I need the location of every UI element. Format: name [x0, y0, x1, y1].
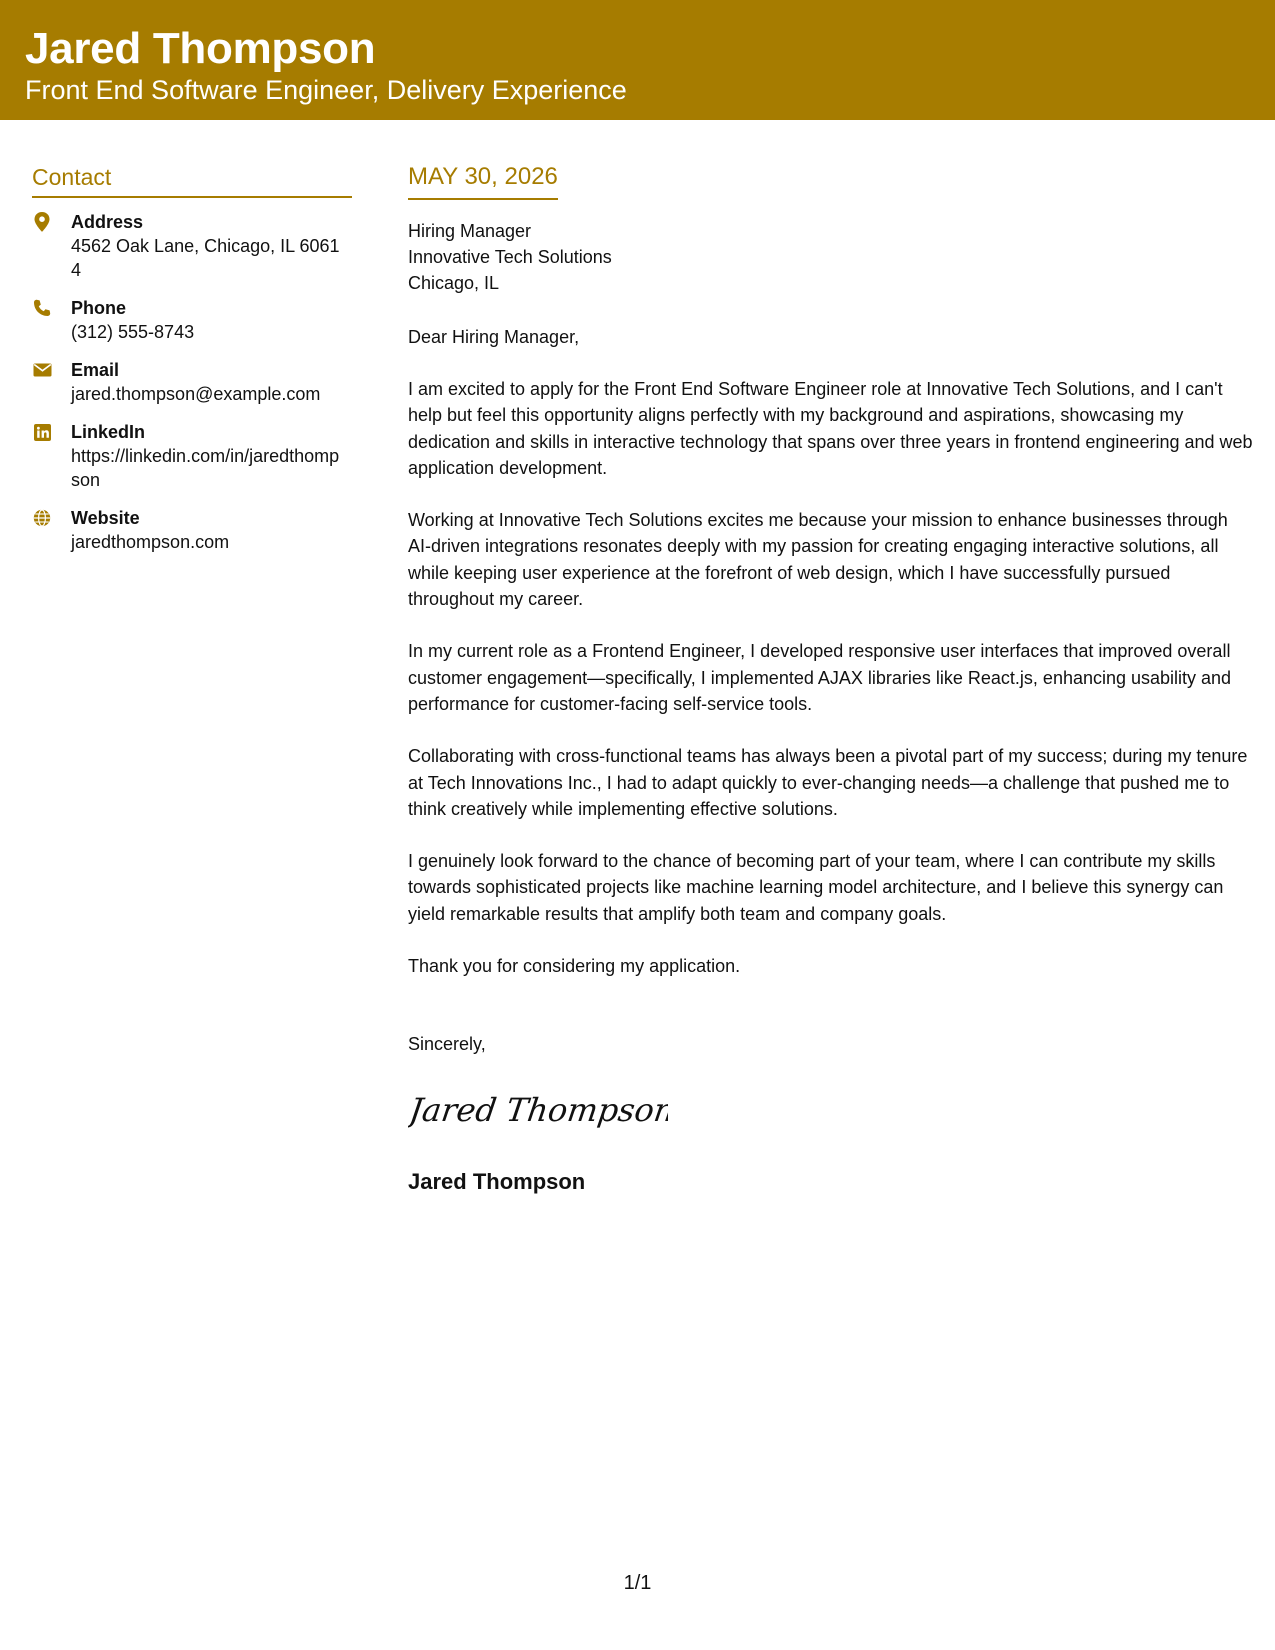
contact-label: LinkedIn — [71, 422, 146, 442]
linkedin-icon — [32, 422, 52, 442]
letter-paragraph: Thank you for considering my application. — [408, 956, 741, 977]
letter-paragraph: In my current role as a Frontend Engineer, I developed responsive user interfaces that improved overall customer engagement—specifically, I implemented AJAX libraries like React.js, enhancing usability and performance for customer-facing self-service tools. — [408, 641, 1232, 714]
page-number: 1/1 — [623, 1572, 652, 1594]
phone-value: (312) 555-8743 — [71, 322, 195, 342]
address-value: 4562 Oak Lane, Chicago, IL 60614 — [71, 236, 340, 280]
letter-date: MAY 30, 2026 — [408, 160, 558, 200]
signer-name: Jared Thompson — [408, 1169, 586, 1195]
letter-body — [408, 160, 1253, 1196]
globe-icon — [32, 508, 52, 528]
contact-item-phone — [32, 296, 352, 344]
envelope-icon — [32, 360, 52, 380]
closing: Sincerely, — [408, 1034, 486, 1055]
contact-item-address — [32, 210, 352, 282]
recipient-block — [408, 218, 1253, 296]
salutation: Dear Hiring Manager, — [408, 327, 580, 347]
contact-section-title: Contact — [32, 160, 352, 198]
map-pin-icon — [32, 212, 52, 232]
contact-label: Website — [71, 508, 140, 528]
applicant-name: Jared Thompson — [25, 24, 376, 73]
contact-label: Phone — [71, 298, 127, 318]
recipient-line: Innovative Tech Solutions — [408, 247, 612, 267]
svg-text:Jared Thompson: Jared Thompson — [408, 1091, 668, 1130]
email-value[interactable]: jared.thompson@example.com — [71, 384, 321, 404]
contact-item-email — [32, 358, 352, 406]
contact-label: Address — [71, 212, 144, 232]
letter-paragraph: Collaborating with cross-functional teams has always been a pivotal part of my success; during my tenure at Tech Innovations Inc., I had to adapt quickly to ever-changing needs—a challenge that pushed me to think creatively while implementing effective solutions. — [408, 746, 1248, 819]
contact-item-website — [32, 506, 352, 554]
contact-item-linkedin — [32, 420, 352, 492]
recipient-line: Chicago, IL — [408, 273, 500, 293]
letter-paragraph: Working at Innovative Tech Solutions excites me because your mission to enhance businesses through AI-driven integrations resonates deeply with my passion for creating engaging interactive solutions, all while keeping user experience at the forefront of web design, which I have successfully pursued throughout my career. — [408, 510, 1228, 610]
phone-icon — [32, 298, 52, 318]
contact-label: Email — [71, 360, 120, 380]
applicant-role: Front End Software Engineer, Delivery Experience — [25, 75, 627, 105]
letter-paragraph: I am excited to apply for the Front End Software Engineer role at Innovative Tech Solutions, and I can't help but feel this opportunity aligns perfectly with my background and aspirations, showcasing my dedication and skills in interactive technology that spans over three years in frontend engineering and web application development. — [408, 379, 1253, 478]
linkedin-value[interactable]: https://linkedin.com/in/jaredthompson — [71, 446, 340, 490]
recipient-line: Hiring Manager — [408, 221, 532, 241]
header-banner — [0, 0, 1275, 120]
letter-paragraph: I genuinely look forward to the chance of becoming part of your team, where I can contribute my skills towards sophisticated projects like machine learning model architecture, and I believe this synergy can yield remarkable results that amplify both team and company goals. — [408, 851, 1224, 924]
website-value[interactable]: jaredthompson.com — [71, 532, 230, 552]
contact-sidebar — [32, 160, 352, 568]
handwritten-signature — [408, 1079, 668, 1139]
